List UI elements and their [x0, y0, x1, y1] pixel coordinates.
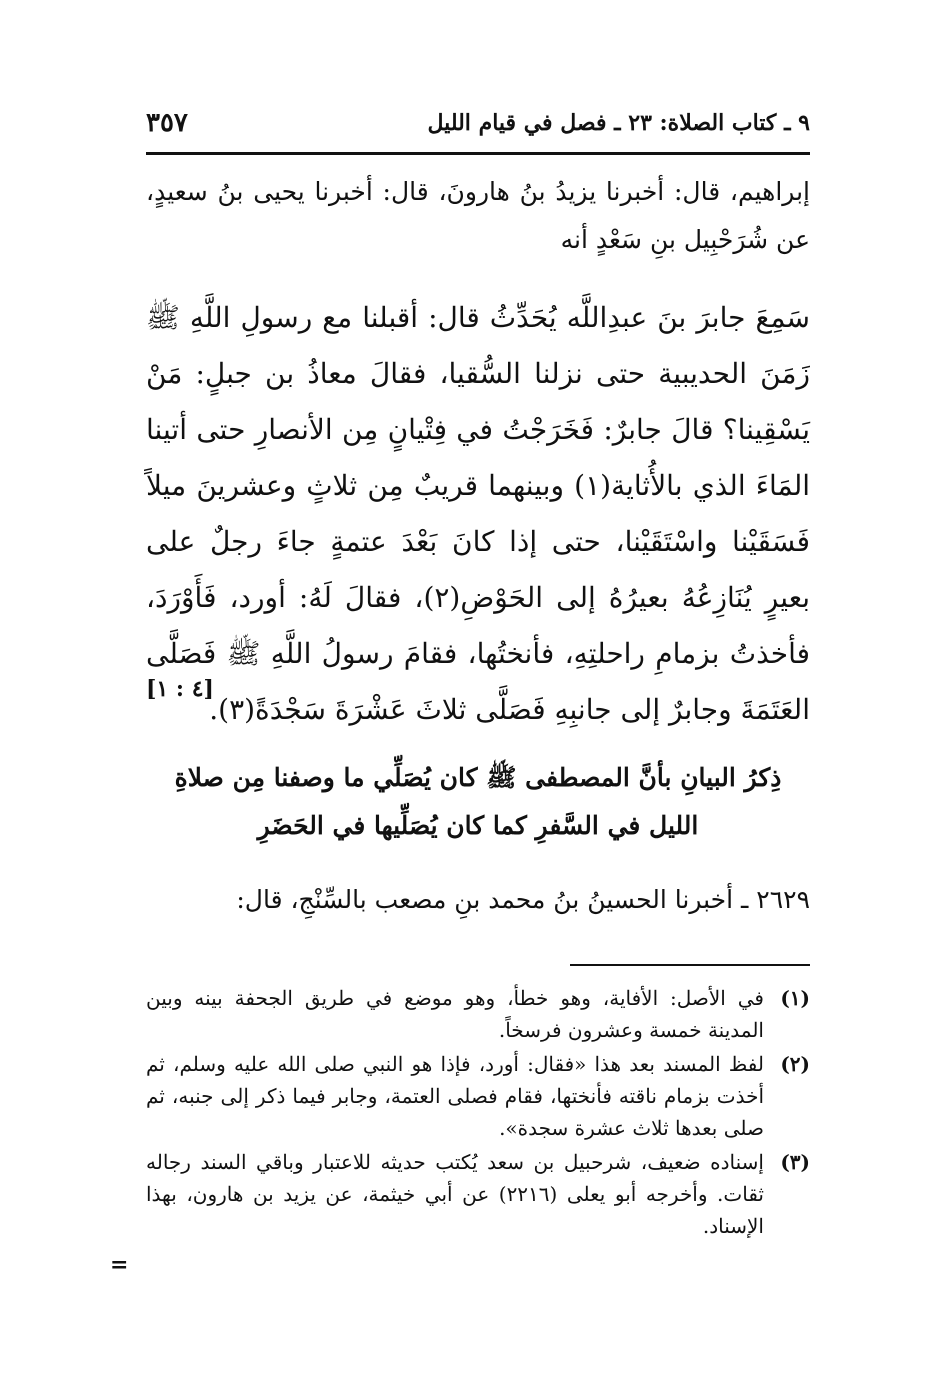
running-header: [146, 104, 810, 148]
footnote-3: [146, 1146, 810, 1242]
header-title: ٩ ـ كتاب الصلاة: ٢٣ ـ فصل في قيام الليل: [427, 110, 810, 136]
header-rule: [146, 152, 810, 155]
footnote-number: (٣): [780, 1150, 810, 1174]
hadith-text: سَمِعَ جابرَ بنَ عبدِاللَّه يُحَدِّثُ قال: أقبلنا مع رسولِ اللَّهِ ﷺ زَمَنَ الحديبية حتى نزلنا السُّقيا، فقالَ معاذُ بن جبلٍ: مَنْ يَسْقِينا؟ قالَ جابرٌ: فَخَرَجْتُ في فِتْيانٍ مِن الأنصارِ حتى أتينا المَاءَ الذي بالأُثاية(١) وبينهما قريبٌ مِن ثلاثٍ وعشرينَ ميلاً فَسَقَيْنا واسْتَقَيْنا، حتى إذا كانَ بَعْدَ عتمةٍ جاءَ رجلٌ على بعيرٍ يُنَازِعُهُ بعيرُهُ إلى الحَوْضِ(٢)، فقالَ لَهُ: أورد، فَأَوْرَدَ، فأخذتُ بزمامِ راحلتِهِ، فأنختُها، فقامَ رسولُ اللَّهِ ﷺ فَصَلَّى العَتَمَةَ وجابرٌ إلى جانبِهِ فَصَلَّى ثلاثَ عَشْرَةَ سَجْدَةً(٣).: [146, 301, 810, 726]
page-number: ٣٥٧: [146, 108, 188, 138]
continuation-mark: =: [110, 1252, 129, 1278]
isnad-continuation: إبراهيم، قال: أخبرنا يزيدُ بنُ هارونَ، قال: أخبرنا يحيى بنُ سعيدٍ، عن شُرَحْبِيل بنِ سَعْدٍ أنه: [146, 177, 810, 254]
footnotes: [146, 982, 810, 1244]
footnote-separator: [570, 964, 810, 966]
footnote-1: [146, 982, 810, 1046]
footnote-number: (١): [780, 986, 810, 1010]
footnote-number: (٢): [780, 1052, 810, 1076]
footnote-2: [146, 1048, 810, 1144]
footnote-text: لفظ المسند بعد هذا «فقال: أورد، فإذا هو النبي صلى الله عليه وسلم، ثم أخذت بزمام ناقته فأنختها، فقام فصلى العتمة، وجابر فيما ذكر إلى جنبه، ثم صلى بعدها ثلاث عشرة سجدة».: [146, 1052, 764, 1140]
footnote-text: في الأصل: الأفاية، وهو خطأ، وهو موضع في طريق الجحفة بينه وبين المدينة خمسة وعشرون فرسخاً.: [146, 986, 764, 1042]
next-hadith-opening: ٢٦٢٩ ـ أخبرنا الحسينُ بنُ محمد بنِ مصعب بالسِّنْجِ، قال:: [236, 885, 810, 914]
hadith-reference: [٤ : ١]: [146, 676, 214, 702]
section-heading-line-2: الليل في السَّفرِ كما كان يُصَلِّيها في الحَضَرِ: [257, 811, 699, 840]
footnote-text: إسناده ضعيف، شرحبيل بن سعد يُكتب حديثه للاعتبار وباقي السند رجاله ثقات. وأخرجه أبو يعلى (٢٢١٦) عن أبي خيثمة، عن يزيد بن هارون، بهذا الإسناد.: [146, 1150, 764, 1238]
section-heading-line-1: ذِكرُ البيانِ بأنَّ المصطفى ﷺ كان يُصَلِّي ما وصفنا مِن صلاةِ: [174, 763, 782, 792]
section-heading: [146, 754, 810, 850]
